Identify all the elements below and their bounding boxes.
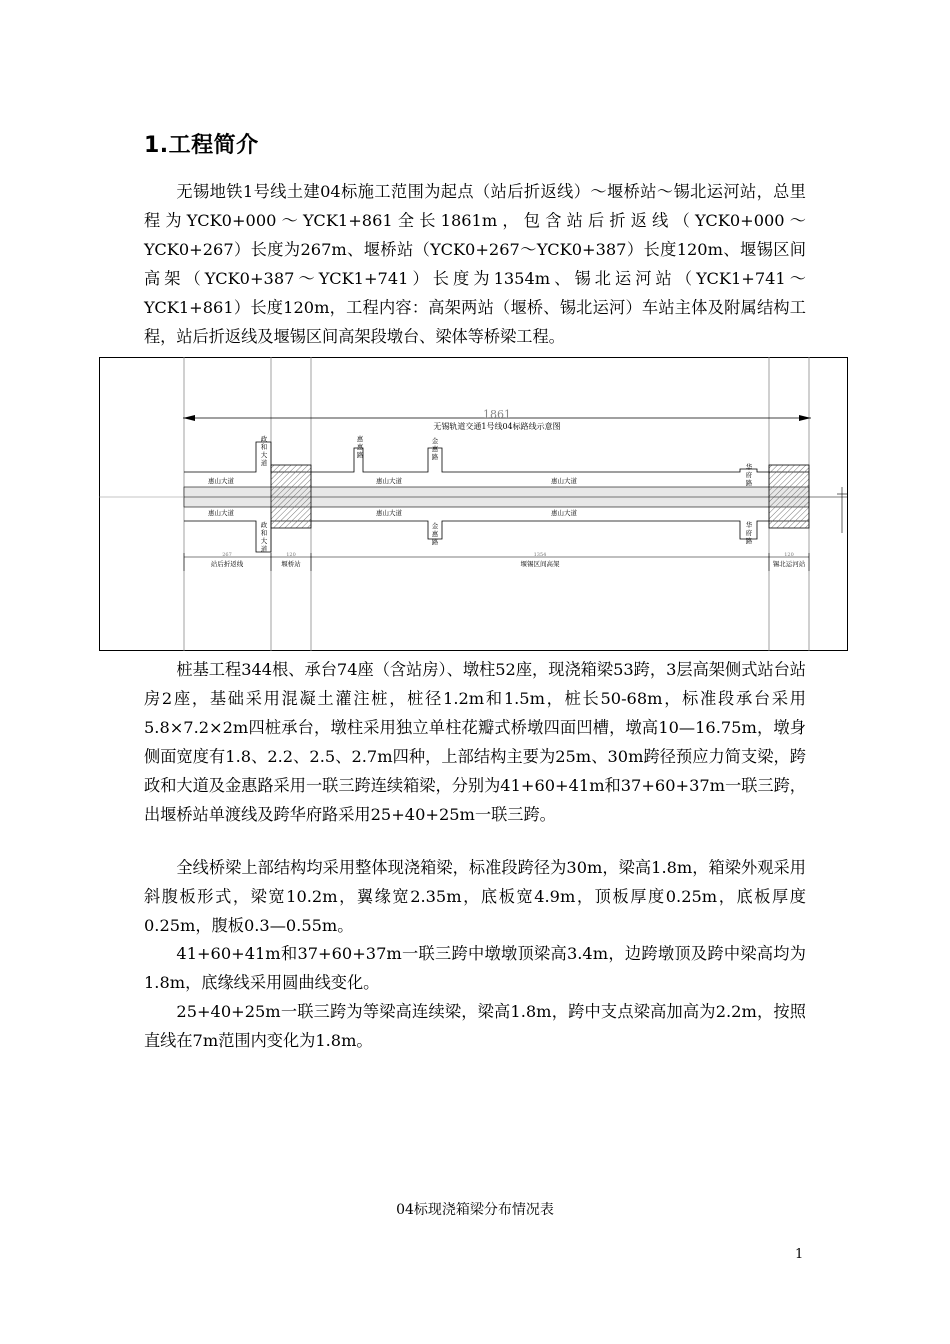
segment-length: 1354 (533, 552, 547, 558)
zhenghe-road-bottom: 政和大道 (260, 521, 268, 553)
huishan-avenue-label: 惠山大道 (376, 509, 402, 517)
huihui-road: 惠惠路 (356, 435, 364, 459)
zhenghe-road-top: 政和大道 (260, 435, 268, 467)
segment-length: 120 (286, 552, 296, 558)
huishan-avenue-label: 惠山大道 (208, 509, 234, 517)
jinhui-road-top: 金惠路 (431, 437, 439, 461)
jinhui-road-bottom: 金惠路 (431, 522, 439, 546)
section-heading: 1.工程简介 (144, 133, 259, 158)
huishan-avenue-label: 惠山大道 (551, 509, 577, 517)
segment-label: 站后折返线 (210, 560, 244, 568)
body-paragraph: 41+60+41m和37+60+37m一联三跨中墩墩顶梁高3.4m，边跨墩顶及跨中梁高均为1.8m，底缘线采用圆曲线变化。 (144, 944, 806, 992)
huishan-avenue-label: 惠山大道 (551, 477, 577, 485)
segment-label: 堰锡区间高架 (520, 560, 560, 568)
xibei-station-block (769, 465, 809, 528)
huafu-road-top: 华府路 (745, 463, 753, 487)
segment-label: 堰桥站 (281, 560, 301, 568)
table-caption: 04标现浇箱梁分布情况表 (396, 1202, 554, 1218)
huishan-avenue-label: 惠山大道 (376, 477, 402, 485)
segment-length: 267 (222, 552, 232, 558)
huishan-avenue-label: 惠山大道 (208, 477, 234, 485)
intro-paragraph: 无锡地铁1号线土建04标施工范围为起点（站后折返线）～堰桥站～锡北运河站，总里程为YCK0+000～YCK1+861全长1861m，包含站后折返线（YCK0+000～YCK0+267）长度为267m、堰桥站（YCK0+267～YCK0+387）长度120m、堰锡区间高架（YCK0+387～YCK1+741）长度为1354m、锡北运河站（YCK1+741～YCK1+861）长度120m，工程内容：高架两站（堰桥、锡北运河）车站主体及附属结构工程，站后折返线及堰锡区间高架段墩台、梁体等桥梁工程。 (144, 182, 806, 346)
huafu-road-bottom: 华府路 (745, 521, 753, 545)
body-paragraph: 25+40+25m一联三跨为等梁高连续梁，梁高1.8m，跨中支点梁高加高为2.2m，按照直线在7m范围内变化为1.8m。 (144, 1002, 806, 1050)
segment-label: 锡北运河站 (772, 560, 806, 568)
total-length-label: 1861 (483, 408, 511, 421)
yanqiao-station-block (271, 465, 311, 528)
body-paragraph: 桩基工程344根、承台74座（含站房）、墩柱52座，现浇箱梁53跨，3层高架侧式站台站房2座，基础采用混凝土灌注桩，桩径1.2m和1.5m，桩长50-68m，标准段承台采用5.8×7.2×2m四桩承台，墩柱采用独立单柱花瓣式桥墩四面凹槽，墩高10—16.75m，墩身侧面宽度有1.8、2.2、2.5、2.7m四种，上部结构主要为25m、30m跨径预应力简支梁，跨政和大道及金惠路采用一联三跨连续箱梁，分别为41+60+41m和37+60+37m一联三跨，出堰桥站单渡线及跨华府路采用25+40+25m一联三跨。 (144, 660, 806, 824)
route-diagram (99, 357, 848, 651)
diagram-title: 无锡轨道交通1号线04标路线示意图 (433, 422, 561, 431)
body-paragraph: 全线桥梁上部结构均采用整体现浇箱梁，标准段跨径为30m，梁高1.8m，箱梁外观采用斜腹板形式，梁宽10.2m，翼缘宽2.35m，底板宽4.9m，顶板厚度0.25m，底板厚度0.25m，腹板0.3—0.55m。 (144, 858, 806, 935)
segment-length: 120 (784, 552, 794, 558)
page-number: 1 (795, 1247, 804, 1262)
